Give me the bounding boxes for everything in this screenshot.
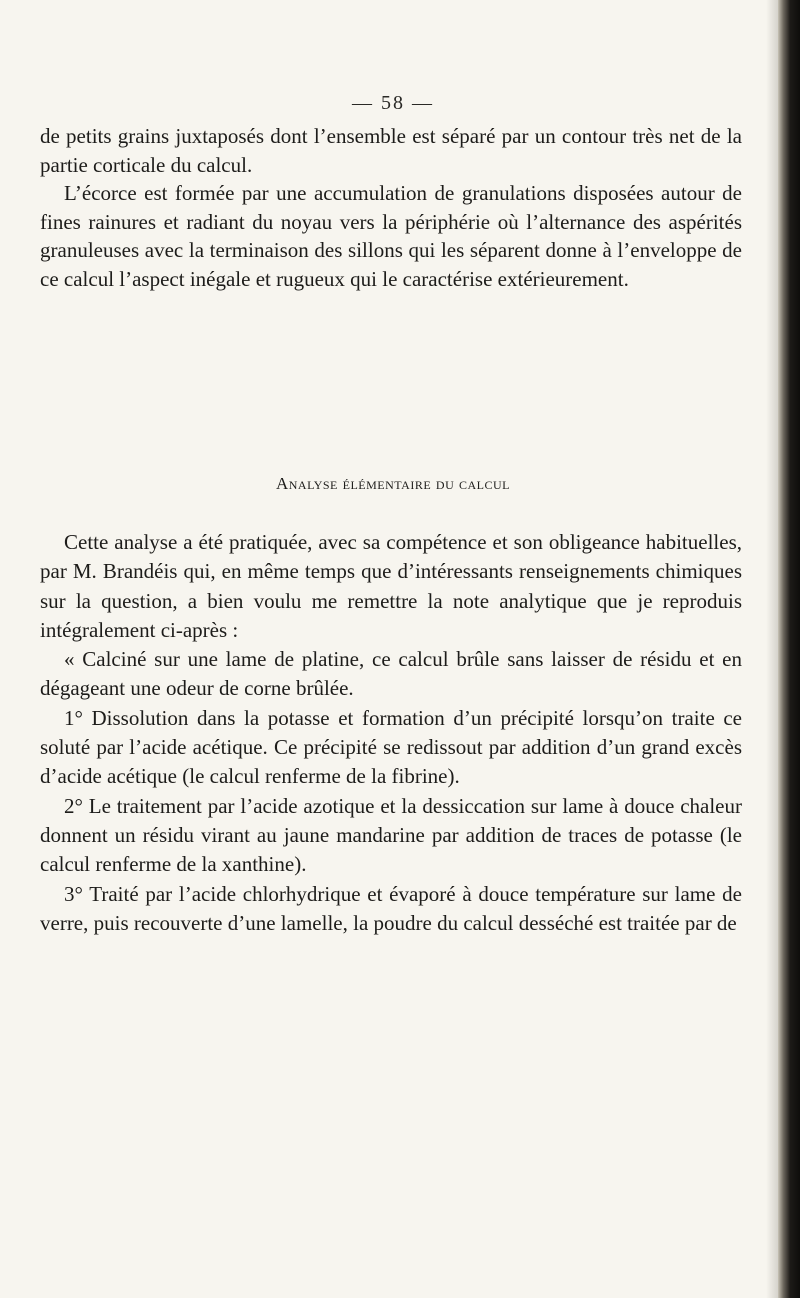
binding-edge [778,0,800,1298]
paragraph-continuation: de petits grains juxtaposés dont l’ensemble est séparé par un contour très net de la partie corticale du calcul. [40,124,742,177]
paragraph-item-1: 1° Dissolution dans la potasse et formation d’un précipité lorsqu’on traite ce soluté par l’acide acétique. Ce précipité se redissout par addition d’un grand excès d’acide acétique (le calcul renferme de la fibrine). [40,705,742,789]
binding-shadow [766,0,778,1298]
paragraph-ecorce: L’écorce est formée par une accumulation de granulations disposées autour de fines rainures et radiant du noyau vers la périphérie où l’alternance des aspérités granuleuses avec la terminaison des sillons qui les séparent donne à l’enveloppe de ce calcul l’aspect inégale et rugueux qui le caractérise extérieurement. [40,181,742,291]
paragraph-calcine: « Calciné sur une lame de platine, ce calcul brûle sans laisser de résidu et en dégageant une odeur de corne brûlée. [40,647,742,701]
text-block-before-heading [40,122,742,294]
page-number: — 58 — [352,92,434,114]
paragraph-item-2: 2° Le traitement par l’acide azotique et la dessiccation sur lame à douce chaleur donnent un résidu virant au jaune mandarine par addition de traces de potasse (le calcul renferme de la xanthine). [40,793,742,877]
paragraph-item-3: 3° Traité par l’acide chlorhydrique et évaporé à douce température sur lame de verre, puis recouverte d’une lamelle, la poudre du calcul desséché est traitée par de [40,881,742,935]
text-block-after-heading [40,528,742,938]
paragraph-analyse-intro: Cette analyse a été pratiquée, avec sa compétence et son obligeance habituelles, par M. Brandéis qui, en même temps que d’intéressants renseignements chimiques sur la question, a bien voulu me remettre la note analytique que je reproduis intégralement ci-après : [40,530,742,642]
section-heading: Analyse élémentaire du calcul [275,474,510,493]
